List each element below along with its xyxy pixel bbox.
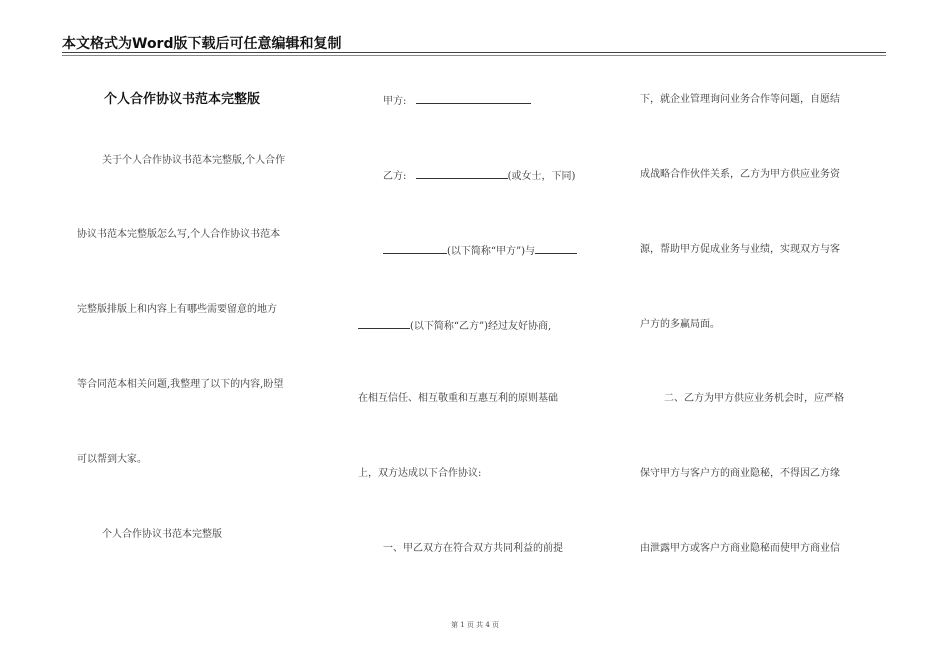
- paragraph-line: 完整版排版上和内容上有哪些需要留意的地方: [77, 304, 277, 315]
- document-title: 个人合作协议书范本完整版: [104, 92, 261, 107]
- paragraph-line: 一、甲乙双方在符合双方共同利益的前提: [383, 543, 563, 554]
- party-b-line: [383, 168, 575, 184]
- party-a-line: [383, 93, 531, 109]
- paragraph-line: 成战略合作伙伴关系，乙方为甲方供应业务资: [640, 169, 840, 180]
- header-divider: [62, 52, 886, 53]
- paragraph-line: 下，就企业管理询问业务合作等问题，自愿结: [640, 94, 840, 105]
- blank-field: [358, 318, 410, 329]
- party-b-label: 乙方:: [383, 171, 407, 182]
- document-banner: 本文格式为Word版下载后可任意编辑和复制: [62, 36, 342, 52]
- paragraph-line: 可以帮到大家。: [77, 454, 147, 465]
- party-b-alias-line: [358, 318, 551, 334]
- party-a-label: 甲方:: [383, 96, 407, 107]
- paragraph-line: 协议书范本完整版怎么写,个人合作协议书范本: [77, 229, 281, 240]
- party-b-suffix: (或女士，下同): [507, 171, 576, 182]
- page-number: 第 1 页 共 4 页: [450, 621, 500, 629]
- blank-field: [535, 243, 577, 254]
- paragraph-line: 户方的多赢局面。: [640, 319, 720, 330]
- paragraph-line: 上，双方达成以下合作协议:: [358, 468, 482, 479]
- party-a-blank: [416, 93, 531, 104]
- paragraph-line: 关于个人合作协议书范本完整版,个人合作: [102, 155, 286, 166]
- paragraph-line: 由泄露甲方或客户方商业隐秘而使甲方商业信: [640, 543, 840, 554]
- paragraph-line: 等合同范本相关问题,我整理了以下的内容,盼望: [77, 379, 284, 390]
- paragraph-line: 源，帮助甲方促成业务与业绩，实现双方与客: [640, 244, 840, 255]
- header-divider-secondary: [62, 55, 886, 56]
- alias-text: (以下简称“甲方”)与: [447, 246, 536, 257]
- alias-text: (以下简称“乙方”)经过友好协商,: [410, 321, 552, 332]
- paragraph-line: 保守甲方与客户方的商业隐秘，不得因乙方缘: [640, 468, 840, 479]
- paragraph-line: 二、乙方为甲方供应业务机会时，应严格: [664, 393, 844, 404]
- section-heading: 个人合作协议书范本完整版: [102, 529, 222, 540]
- party-a-alias-line: [383, 243, 577, 259]
- paragraph-line: 在相互信任、相互敬重和互惠互利的原则基础: [358, 393, 558, 404]
- blank-field: [383, 243, 447, 254]
- party-b-blank: [416, 168, 508, 179]
